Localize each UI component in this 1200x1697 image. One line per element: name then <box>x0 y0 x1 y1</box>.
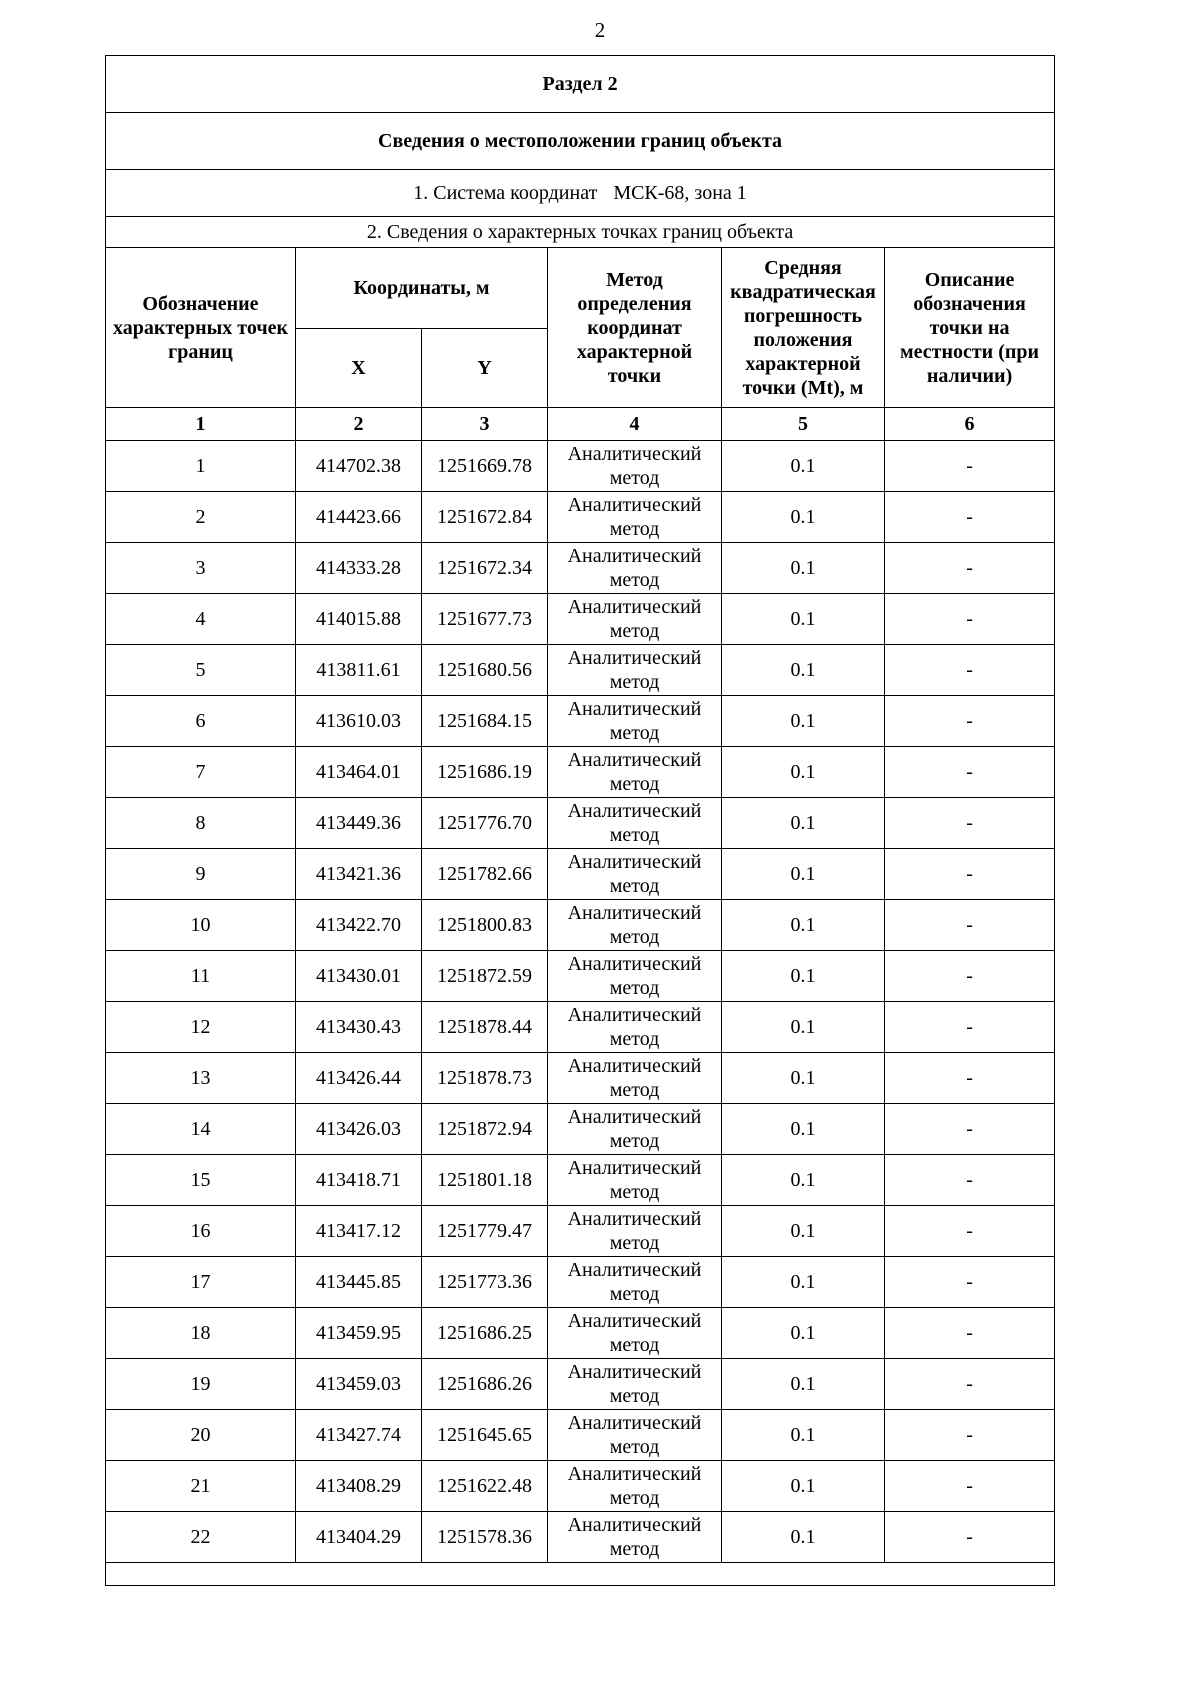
description-cell: - <box>885 1359 1055 1410</box>
point-cell: 16 <box>106 1206 296 1257</box>
point-cell: 14 <box>106 1104 296 1155</box>
column-number: 4 <box>548 408 722 441</box>
table-row <box>106 696 1055 747</box>
y-cell: 1251645.65 <box>422 1410 548 1461</box>
method-cell: Аналитический метод <box>548 1002 722 1053</box>
column-number-row <box>106 408 1055 441</box>
x-cell: 413421.36 <box>296 849 422 900</box>
method-cell: Аналитический метод <box>548 645 722 696</box>
point-cell: 12 <box>106 1002 296 1053</box>
y-cell: 1251622.48 <box>422 1461 548 1512</box>
column-number: 3 <box>422 408 548 441</box>
y-cell: 1251686.26 <box>422 1359 548 1410</box>
method-cell: Аналитический метод <box>548 543 722 594</box>
y-cell: 1251686.25 <box>422 1308 548 1359</box>
accuracy-cell: 0.1 <box>722 1206 885 1257</box>
accuracy-cell: 0.1 <box>722 543 885 594</box>
accuracy-cell: 0.1 <box>722 1308 885 1359</box>
description-cell: - <box>885 747 1055 798</box>
y-cell: 1251773.36 <box>422 1257 548 1308</box>
table-row <box>106 747 1055 798</box>
description-cell: - <box>885 1512 1055 1563</box>
point-cell: 7 <box>106 747 296 798</box>
point-cell: 15 <box>106 1155 296 1206</box>
table-row <box>106 1053 1055 1104</box>
table-row <box>106 1206 1055 1257</box>
point-cell: 9 <box>106 849 296 900</box>
accuracy-cell: 0.1 <box>722 1053 885 1104</box>
description-cell: - <box>885 1461 1055 1512</box>
point-cell: 22 <box>106 1512 296 1563</box>
x-cell: 413404.29 <box>296 1512 422 1563</box>
method-cell: Аналитический метод <box>548 1053 722 1104</box>
table-row <box>106 1104 1055 1155</box>
accuracy-cell: 0.1 <box>722 900 885 951</box>
x-cell: 413430.01 <box>296 951 422 1002</box>
point-cell: 6 <box>106 696 296 747</box>
accuracy-cell: 0.1 <box>722 1002 885 1053</box>
method-cell: Аналитический метод <box>548 900 722 951</box>
description-cell: - <box>885 798 1055 849</box>
table-row <box>106 1461 1055 1512</box>
header-point-designation: Обозначение характерных точек границ <box>106 248 296 408</box>
table-row <box>106 594 1055 645</box>
y-cell: 1251801.18 <box>422 1155 548 1206</box>
method-cell: Аналитический метод <box>548 1410 722 1461</box>
x-cell: 414423.66 <box>296 492 422 543</box>
x-cell: 413459.95 <box>296 1308 422 1359</box>
method-cell: Аналитический метод <box>548 1359 722 1410</box>
table-row <box>106 645 1055 696</box>
y-cell: 1251776.70 <box>422 798 548 849</box>
description-cell: - <box>885 1104 1055 1155</box>
accuracy-cell: 0.1 <box>722 1410 885 1461</box>
y-cell: 1251672.34 <box>422 543 548 594</box>
description-cell: - <box>885 1053 1055 1104</box>
column-number: 6 <box>885 408 1055 441</box>
method-cell: Аналитический метод <box>548 492 722 543</box>
table-row <box>106 1410 1055 1461</box>
coordinate-system-value: МСК-68, зона 1 <box>613 182 747 204</box>
accuracy-cell: 0.1 <box>722 492 885 543</box>
table-row <box>106 1155 1055 1206</box>
description-cell: - <box>885 1002 1055 1053</box>
coordinate-system-line <box>106 170 1055 217</box>
header-x: X <box>296 329 422 408</box>
table-row <box>106 1359 1055 1410</box>
table-row <box>106 1512 1055 1563</box>
point-cell: 4 <box>106 594 296 645</box>
method-cell: Аналитический метод <box>548 849 722 900</box>
header-accuracy: Средняя квадратическая погрешность положения характерной точки (Mt), м <box>722 248 885 408</box>
y-cell: 1251878.44 <box>422 1002 548 1053</box>
header-coordinates: Координаты, м <box>296 248 548 329</box>
x-cell: 413449.36 <box>296 798 422 849</box>
section-title: Раздел 2 <box>106 56 1055 113</box>
description-cell: - <box>885 1155 1055 1206</box>
y-cell: 1251872.94 <box>422 1104 548 1155</box>
table-row <box>106 1257 1055 1308</box>
x-cell: 414702.38 <box>296 441 422 492</box>
point-cell: 20 <box>106 1410 296 1461</box>
accuracy-cell: 0.1 <box>722 1512 885 1563</box>
x-cell: 413430.43 <box>296 1002 422 1053</box>
accuracy-cell: 0.1 <box>722 441 885 492</box>
method-cell: Аналитический метод <box>548 747 722 798</box>
y-cell: 1251680.56 <box>422 645 548 696</box>
x-cell: 413408.29 <box>296 1461 422 1512</box>
point-cell: 18 <box>106 1308 296 1359</box>
coordinate-system-label: 1. Система координат <box>413 182 598 204</box>
column-number: 1 <box>106 408 296 441</box>
table-row <box>106 441 1055 492</box>
point-cell: 2 <box>106 492 296 543</box>
point-cell: 19 <box>106 1359 296 1410</box>
accuracy-cell: 0.1 <box>722 696 885 747</box>
point-cell: 8 <box>106 798 296 849</box>
description-cell: - <box>885 1308 1055 1359</box>
method-cell: Аналитический метод <box>548 696 722 747</box>
description-cell: - <box>885 1257 1055 1308</box>
point-cell: 11 <box>106 951 296 1002</box>
table-row <box>106 1308 1055 1359</box>
point-cell: 21 <box>106 1461 296 1512</box>
points-heading: 2. Сведения о характерных точках границ объекта <box>106 217 1055 248</box>
table-blank-row <box>106 1563 1055 1586</box>
y-cell: 1251669.78 <box>422 441 548 492</box>
boundary-table <box>105 55 1055 1586</box>
header-method: Метод определения координат характерной точки <box>548 248 722 408</box>
accuracy-cell: 0.1 <box>722 1155 885 1206</box>
y-cell: 1251800.83 <box>422 900 548 951</box>
description-cell: - <box>885 900 1055 951</box>
point-cell: 10 <box>106 900 296 951</box>
x-cell: 413459.03 <box>296 1359 422 1410</box>
method-cell: Аналитический метод <box>548 798 722 849</box>
accuracy-cell: 0.1 <box>722 747 885 798</box>
method-cell: Аналитический метод <box>548 1104 722 1155</box>
y-cell: 1251686.19 <box>422 747 548 798</box>
y-cell: 1251779.47 <box>422 1206 548 1257</box>
accuracy-cell: 0.1 <box>722 849 885 900</box>
column-number: 2 <box>296 408 422 441</box>
accuracy-cell: 0.1 <box>722 1359 885 1410</box>
table-row <box>106 951 1055 1002</box>
point-cell: 3 <box>106 543 296 594</box>
x-cell: 413418.71 <box>296 1155 422 1206</box>
method-cell: Аналитический метод <box>548 441 722 492</box>
method-cell: Аналитический метод <box>548 1512 722 1563</box>
method-cell: Аналитический метод <box>548 1155 722 1206</box>
method-cell: Аналитический метод <box>548 1308 722 1359</box>
method-cell: Аналитический метод <box>548 594 722 645</box>
method-cell: Аналитический метод <box>548 1461 722 1512</box>
method-cell: Аналитический метод <box>548 1257 722 1308</box>
table-row <box>106 798 1055 849</box>
description-cell: - <box>885 543 1055 594</box>
x-cell: 413427.74 <box>296 1410 422 1461</box>
header-description: Описание обозначения точки на местности (при наличии) <box>885 248 1055 408</box>
description-cell: - <box>885 1206 1055 1257</box>
table-row <box>106 1002 1055 1053</box>
description-cell: - <box>885 492 1055 543</box>
y-cell: 1251684.15 <box>422 696 548 747</box>
point-cell: 5 <box>106 645 296 696</box>
x-cell: 414015.88 <box>296 594 422 645</box>
header-y: Y <box>422 329 548 408</box>
description-cell: - <box>885 951 1055 1002</box>
y-cell: 1251677.73 <box>422 594 548 645</box>
page-number: 2 <box>594 18 606 42</box>
description-cell: - <box>885 696 1055 747</box>
point-cell: 13 <box>106 1053 296 1104</box>
accuracy-cell: 0.1 <box>722 594 885 645</box>
description-cell: - <box>885 849 1055 900</box>
x-cell: 413426.03 <box>296 1104 422 1155</box>
y-cell: 1251782.66 <box>422 849 548 900</box>
x-cell: 413417.12 <box>296 1206 422 1257</box>
table-row <box>106 492 1055 543</box>
method-cell: Аналитический метод <box>548 1206 722 1257</box>
accuracy-cell: 0.1 <box>722 1461 885 1512</box>
description-cell: - <box>885 594 1055 645</box>
point-cell: 17 <box>106 1257 296 1308</box>
blank-cell <box>106 1563 1055 1586</box>
accuracy-cell: 0.1 <box>722 798 885 849</box>
point-cell: 1 <box>106 441 296 492</box>
method-cell: Аналитический метод <box>548 951 722 1002</box>
table-row <box>106 849 1055 900</box>
x-cell: 413464.01 <box>296 747 422 798</box>
table-row <box>106 900 1055 951</box>
accuracy-cell: 0.1 <box>722 1104 885 1155</box>
x-cell: 413426.44 <box>296 1053 422 1104</box>
x-cell: 413445.85 <box>296 1257 422 1308</box>
accuracy-cell: 0.1 <box>722 1257 885 1308</box>
accuracy-cell: 0.1 <box>722 951 885 1002</box>
description-cell: - <box>885 441 1055 492</box>
y-cell: 1251878.73 <box>422 1053 548 1104</box>
x-cell: 413422.70 <box>296 900 422 951</box>
x-cell: 414333.28 <box>296 543 422 594</box>
column-number: 5 <box>722 408 885 441</box>
y-cell: 1251578.36 <box>422 1512 548 1563</box>
accuracy-cell: 0.1 <box>722 645 885 696</box>
description-cell: - <box>885 1410 1055 1461</box>
y-cell: 1251872.59 <box>422 951 548 1002</box>
x-cell: 413811.61 <box>296 645 422 696</box>
x-cell: 413610.03 <box>296 696 422 747</box>
table-row <box>106 543 1055 594</box>
description-cell: - <box>885 645 1055 696</box>
y-cell: 1251672.84 <box>422 492 548 543</box>
section-subtitle: Сведения о местоположении границ объекта <box>106 113 1055 170</box>
